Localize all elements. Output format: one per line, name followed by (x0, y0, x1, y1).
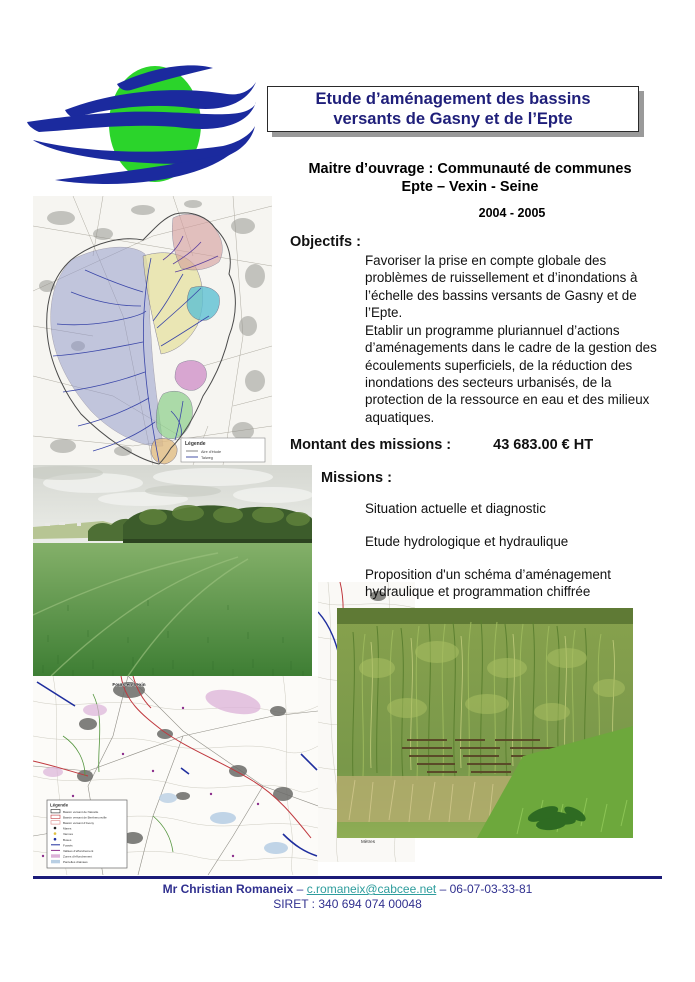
map2-legend-item: Fossés (63, 843, 73, 848)
map2-legend-title: Légende (50, 802, 69, 808)
map2-legend-item: Bassin versant de Berthenonville (63, 815, 107, 820)
footer-siret-line: SIRET : 340 694 074 00048 (273, 897, 422, 911)
separator: – (293, 882, 307, 896)
objectifs-text (365, 252, 658, 426)
map2-place-label: Fours-en-Vexin (112, 682, 146, 687)
map1-legend-title: Légende (185, 441, 206, 447)
company-logo (25, 60, 257, 188)
field-landscape-photo (33, 465, 312, 676)
contact-name: Mr Christian Romaneix (162, 882, 294, 896)
photo2-top-shade (337, 608, 633, 624)
map1-legend-item-2: Talweg (201, 455, 213, 460)
mission-item-2: Etude hydrologique et hydraulique (365, 534, 569, 549)
map2-legend-item: Vannes (63, 832, 73, 837)
document-title-line2: versants de Gasny et de l’Epte (333, 110, 573, 128)
mission-item-3: Proposition d'un schéma d’aménagement hydraulique et programmation chiffrée (365, 567, 611, 600)
map2-legend (47, 800, 127, 868)
map2-legend-item: Vallées d'effondrement (63, 849, 94, 853)
contact-email-link[interactable]: c.romaneix@cabcee.net (306, 882, 437, 896)
detailed-basin-map-image (33, 676, 318, 875)
map2-legend-item: Bassin versant de Niécelle (63, 809, 99, 814)
study-period: 2004 - 2005 (478, 206, 546, 220)
montant-amount: 43 683.00 € HT (493, 437, 594, 453)
objectifs-paragraph-2: Etablir un programme pluriannuel d’actions d’aménagements dans le cadre de la gestion des écoulements superficiels, de la réduction des inondations des secteurs urbanisés, de la protection de la ressource en eau et des milieux aquatiques. (365, 322, 657, 425)
montant-row (290, 437, 670, 453)
montant-label: Montant des missions : (290, 437, 452, 453)
mission-item-1: Situation actuelle et diagnostic (365, 501, 546, 516)
map2-legend-item: Zones d'effondrement (63, 854, 93, 859)
footer-divider (33, 876, 662, 879)
map2-legend-item: Mares (63, 826, 72, 831)
footer-contact-line (0, 882, 695, 896)
map2-legend-item: Buses (63, 837, 72, 842)
contact-phone: 06-07-03-33-81 (449, 882, 533, 896)
map2-legend-item: Parcelles drainées (63, 860, 88, 865)
willow-planting-photo (337, 608, 633, 838)
objectifs-paragraph-1: Favoriser la prise en compte globale des problèmes de ruissellement et d’inondations à l’échelle des bassins versants de Gasny et de l’Epte. (365, 253, 638, 321)
mapfrag-scale-label: Mètres (360, 839, 376, 844)
separator: – (436, 882, 450, 896)
client-line1: Maitre d’ouvrage : Communauté de communes (308, 161, 632, 177)
client-block (278, 160, 662, 196)
client-line2: Epte – Vexin - Seine (401, 179, 539, 196)
map1-legend (181, 438, 265, 462)
map2-legend-item: Bassin versant d'Aveny (63, 821, 95, 825)
document-title-line1: Etude d’aménagement des bassins (315, 89, 591, 108)
objectifs-heading: Objectifs : (290, 234, 361, 250)
map1-legend-item-1: Aire d'étude (201, 449, 222, 454)
watershed-overview-map-image (33, 196, 272, 465)
document-title-box (267, 86, 639, 132)
missions-heading: Missions : (321, 470, 392, 486)
